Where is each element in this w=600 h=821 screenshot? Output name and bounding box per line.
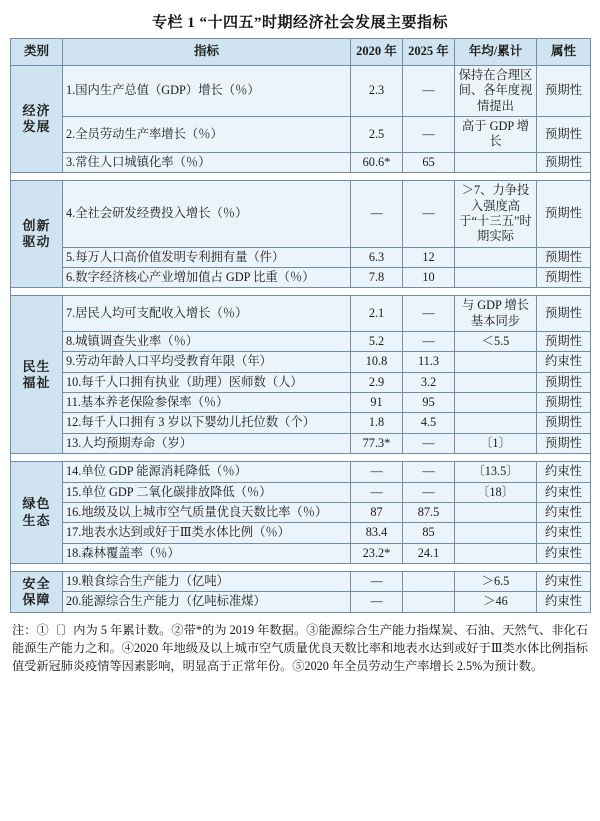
note-cell <box>455 352 537 372</box>
value-2025-cell: — <box>403 296 455 332</box>
table-row <box>11 352 591 372</box>
note-cell: 保持在合理区间、各年度视情提出 <box>455 66 537 117</box>
group-spacer <box>11 563 591 571</box>
attribute-cell: 约束性 <box>537 502 591 522</box>
indicator-cell: 3.常住人口城镇化率（％） <box>63 152 351 172</box>
note-cell <box>455 152 537 172</box>
category-cell-security: 安全 保障 <box>11 571 63 612</box>
table-row <box>11 181 591 247</box>
value-2020-cell: 23.2* <box>351 543 403 563</box>
table-row <box>11 523 591 543</box>
table-row <box>11 267 591 287</box>
value-2025-cell: 12 <box>403 247 455 267</box>
indicator-cell: 2.全员劳动生产率增长（％） <box>63 117 351 153</box>
value-2020-cell: 2.9 <box>351 372 403 392</box>
value-2025-cell: 65 <box>403 152 455 172</box>
table-row <box>11 393 591 413</box>
attribute-cell: 预期性 <box>537 267 591 287</box>
value-2020-cell: — <box>351 592 403 612</box>
note-cell: ＞6.5 <box>455 571 537 591</box>
value-2025-cell: 10 <box>403 267 455 287</box>
column-header-indicator: 指标 <box>63 39 351 66</box>
table-row <box>11 332 591 352</box>
indicator-cell: 12.每千人口拥有 3 岁以下婴幼儿托位数（个） <box>63 413 351 433</box>
category-cell-innovation: 创新 驱动 <box>11 181 63 288</box>
value-2025-cell: — <box>403 482 455 502</box>
attribute-cell: 预期性 <box>537 372 591 392</box>
indicator-cell: 17.地表水达到或好于Ⅲ类水体比例（％） <box>63 523 351 543</box>
attribute-cell: 约束性 <box>537 571 591 591</box>
indicator-cell: 4.全社会研发经费投入增长（％） <box>63 181 351 247</box>
note-cell: 高于 GDP 增长 <box>455 117 537 153</box>
value-2020-cell: 2.5 <box>351 117 403 153</box>
attribute-cell: 预期性 <box>537 247 591 267</box>
table-row <box>11 247 591 267</box>
indicator-cell: 18.森林覆盖率（％） <box>63 543 351 563</box>
value-2025-cell: 85 <box>403 523 455 543</box>
value-2025-cell: — <box>403 332 455 352</box>
table-row <box>11 296 591 332</box>
table-row <box>11 462 591 482</box>
footnote: 注：①〔〕内为 5 年累计数。②带*的为 2019 年数据。③能源综合生产能力指煤炭、石油、天然气、非化石能源生产能力之和。④2020 年地级及以上城市空气质量优良天数比率和地表水达到或好于Ⅲ类水体比例指标值受新冠肺炎疫情等因素影响，明显高于正常年份。⑤2020 年全员劳动生产率增长 2.5%为预计数。 <box>12 622 588 674</box>
table-row <box>11 117 591 153</box>
note-cell <box>455 502 537 522</box>
indicator-cell: 10.每千人口拥有执业（助理）医师数（人） <box>63 372 351 392</box>
indicator-cell: 5.每万人口高价值发明专利拥有量（件） <box>63 247 351 267</box>
value-2025-cell: 24.1 <box>403 543 455 563</box>
attribute-cell: 约束性 <box>537 592 591 612</box>
column-header-2020: 2020 年 <box>351 39 403 66</box>
attribute-cell: 预期性 <box>537 296 591 332</box>
attribute-cell: 预期性 <box>537 332 591 352</box>
indicator-cell: 9.劳动年龄人口平均受教育年限（年） <box>63 352 351 372</box>
attribute-cell: 约束性 <box>537 543 591 563</box>
indicator-cell: 15.单位 GDP 二氧化碳排放降低（％） <box>63 482 351 502</box>
value-2020-cell: 83.4 <box>351 523 403 543</box>
table-row <box>11 543 591 563</box>
note-cell <box>455 393 537 413</box>
table-row <box>11 413 591 433</box>
value-2020-cell: 77.3* <box>351 433 403 453</box>
note-cell: 〔18〕 <box>455 482 537 502</box>
indicator-cell: 1.国内生产总值（GDP）增长（％） <box>63 66 351 117</box>
value-2025-cell <box>403 571 455 591</box>
note-cell: 〔13.5〕 <box>455 462 537 482</box>
value-2025-cell: 4.5 <box>403 413 455 433</box>
indicator-cell: 13.人均预期寿命（岁） <box>63 433 351 453</box>
note-cell <box>455 247 537 267</box>
table-body <box>11 66 591 613</box>
indicators-table <box>10 38 591 613</box>
indicator-cell: 6.数字经济核心产业增加值占 GDP 比重（％） <box>63 267 351 287</box>
value-2025-cell: — <box>403 181 455 247</box>
value-2025-cell: 95 <box>403 393 455 413</box>
value-2020-cell: — <box>351 181 403 247</box>
value-2025-cell: 87.5 <box>403 502 455 522</box>
category-cell-economy: 经济 发展 <box>11 66 63 173</box>
group-spacer <box>11 288 591 296</box>
value-2020-cell: 2.3 <box>351 66 403 117</box>
note-cell <box>455 267 537 287</box>
column-header-attribute: 属性 <box>537 39 591 66</box>
attribute-cell: 约束性 <box>537 523 591 543</box>
indicator-cell: 20.能源综合生产能力（亿吨标准煤） <box>63 592 351 612</box>
note-cell <box>455 543 537 563</box>
indicator-cell: 7.居民人均可支配收入增长（％） <box>63 296 351 332</box>
value-2020-cell: 10.8 <box>351 352 403 372</box>
note-cell <box>455 413 537 433</box>
attribute-cell: 预期性 <box>537 393 591 413</box>
table-row <box>11 482 591 502</box>
attribute-cell: 预期性 <box>537 181 591 247</box>
note-cell <box>455 372 537 392</box>
value-2025-cell: 3.2 <box>403 372 455 392</box>
indicator-cell: 16.地级及以上城市空气质量优良天数比率（％） <box>63 502 351 522</box>
value-2020-cell: 1.8 <box>351 413 403 433</box>
header-row <box>11 39 591 66</box>
value-2025-cell: — <box>403 433 455 453</box>
value-2020-cell: 91 <box>351 393 403 413</box>
indicator-cell: 19.粮食综合生产能力（亿吨） <box>63 571 351 591</box>
note-cell: 与 GDP 增长基本同步 <box>455 296 537 332</box>
value-2025-cell: — <box>403 66 455 117</box>
table-row <box>11 433 591 453</box>
value-2020-cell: 6.3 <box>351 247 403 267</box>
category-cell-livelihood: 民生 福祉 <box>11 296 63 454</box>
note-cell: 〔1〕 <box>455 433 537 453</box>
note-cell: ＞46 <box>455 592 537 612</box>
indicator-cell: 14.单位 GDP 能源消耗降低（％） <box>63 462 351 482</box>
value-2020-cell: 5.2 <box>351 332 403 352</box>
attribute-cell: 约束性 <box>537 352 591 372</box>
table-header <box>11 39 591 66</box>
column-header-annual: 年均/累计 <box>455 39 537 66</box>
attribute-cell: 预期性 <box>537 117 591 153</box>
indicator-cell: 8.城镇调查失业率（％） <box>63 332 351 352</box>
value-2025-cell: — <box>403 462 455 482</box>
value-2020-cell: — <box>351 571 403 591</box>
table-row <box>11 571 591 591</box>
group-spacer <box>11 454 591 462</box>
table-row <box>11 66 591 117</box>
value-2020-cell: — <box>351 462 403 482</box>
value-2025-cell: 11.3 <box>403 352 455 372</box>
column-header-2025: 2025 年 <box>403 39 455 66</box>
attribute-cell: 预期性 <box>537 433 591 453</box>
attribute-cell: 约束性 <box>537 482 591 502</box>
column-header-category: 类别 <box>11 39 63 66</box>
attribute-cell: 预期性 <box>537 66 591 117</box>
page-title: 专栏 1 “十四五”时期经济社会发展主要指标 <box>151 15 448 31</box>
attribute-cell: 预期性 <box>537 152 591 172</box>
table-row <box>11 502 591 522</box>
value-2025-cell <box>403 592 455 612</box>
note-cell <box>455 523 537 543</box>
attribute-cell: 预期性 <box>537 413 591 433</box>
value-2025-cell: — <box>403 117 455 153</box>
value-2020-cell: 2.1 <box>351 296 403 332</box>
indicator-cell: 11.基本养老保险参保率（％） <box>63 393 351 413</box>
note-cell: ＞7、力争投入强度高于“十三五”时期实际 <box>455 181 537 247</box>
value-2020-cell: — <box>351 482 403 502</box>
category-cell-green: 绿色 生态 <box>11 462 63 564</box>
table-row <box>11 152 591 172</box>
group-spacer <box>11 173 591 181</box>
table-row <box>11 592 591 612</box>
value-2020-cell: 60.6* <box>351 152 403 172</box>
value-2020-cell: 87 <box>351 502 403 522</box>
value-2020-cell: 7.8 <box>351 267 403 287</box>
attribute-cell: 约束性 <box>537 462 591 482</box>
table-row <box>11 372 591 392</box>
note-cell: ＜5.5 <box>455 332 537 352</box>
